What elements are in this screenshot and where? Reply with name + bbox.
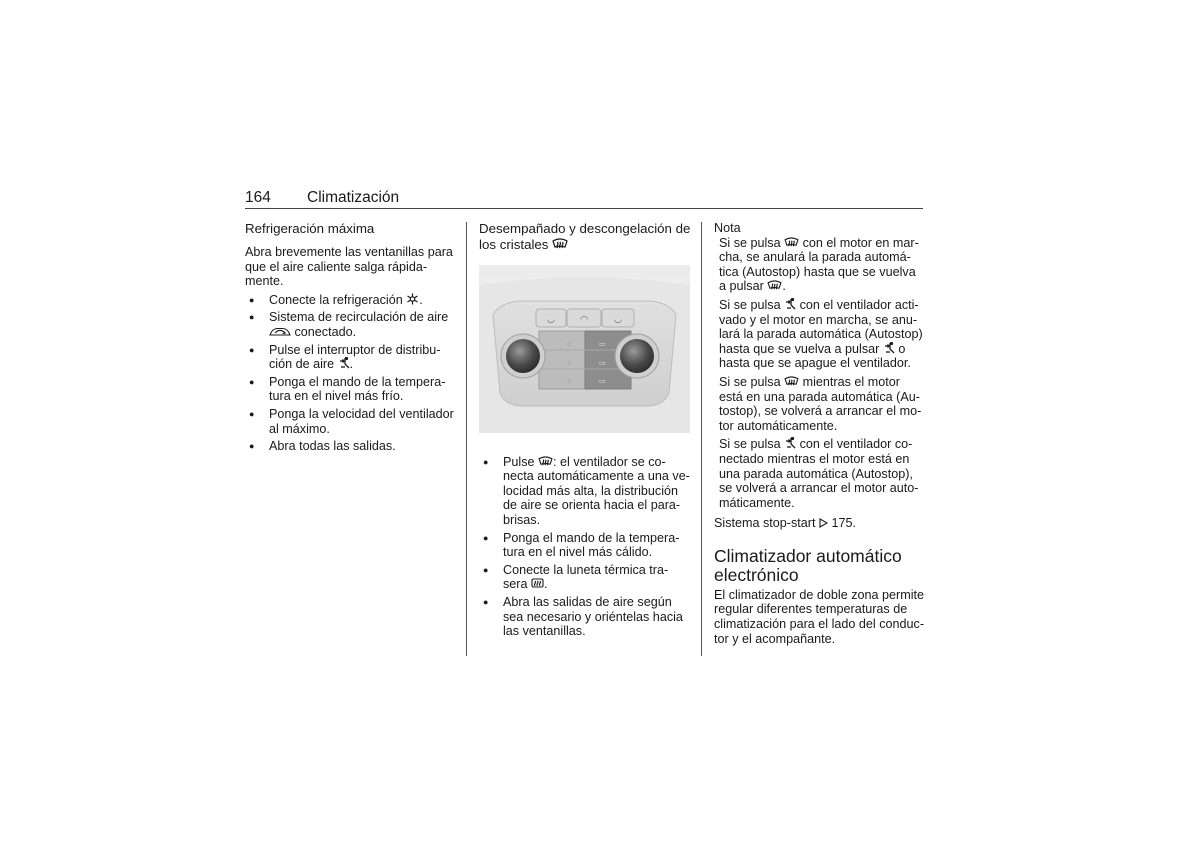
- section-heading-max-cooling: Refrigeración máxima: [245, 221, 375, 236]
- windscreen-defrost-icon: [784, 237, 799, 248]
- column-3: [714, 221, 926, 646]
- air-distribution-icon: [784, 298, 796, 310]
- page-title: Climatización: [307, 189, 400, 206]
- section-heading-auto-climate: Climatizador automático electrónico: [714, 545, 902, 585]
- list-item: ● Abra todas las salidas.: [245, 439, 457, 454]
- air-distribution-icon: [784, 437, 796, 449]
- windscreen-defrost-icon: [767, 280, 782, 291]
- column-1: [245, 221, 457, 454]
- svg-text:◌: ◌: [567, 360, 572, 367]
- page-number: 164: [245, 189, 271, 206]
- cross-reference: Sistema stop-start 175.: [714, 516, 856, 531]
- list-item: ● Sistema de recirculación de aire conectado.: [245, 310, 457, 339]
- note-body: [714, 236, 926, 511]
- note-title: Nota: [714, 221, 741, 235]
- page-header: [245, 189, 923, 209]
- list-item: ● Conecte la refrigeración .: [245, 293, 457, 308]
- air-distribution-icon: [338, 357, 350, 369]
- note-paragraph: Si se pulsa con el ventilador co-nectado mientras el motor está en una parada automática (Autostop), se volverá a arrancar el motor auto-máticamente.: [719, 437, 919, 510]
- list-item: ● Conecte la luneta térmica tra-sera .: [479, 563, 691, 592]
- svg-text:▭: ▭: [599, 341, 606, 348]
- column-divider-1: [466, 222, 467, 656]
- column-divider-2: [701, 222, 702, 656]
- svg-text:◌: ◌: [567, 378, 572, 385]
- list-item: ● Pulse : el ventilador se co-necta automáticamente a una ve-locidad más alta, la distribución de aire se orienta hacia el para-brisas.: [479, 455, 691, 528]
- rear-window-heating-icon: [531, 578, 544, 589]
- section-paragraph: El climatizador de doble zona permite regular diferentes temperaturas de climatización para el lado del conduc-tor y el acompañante.: [714, 587, 925, 646]
- air-recirculation-icon: [269, 326, 291, 337]
- list-item: ● Abra las salidas de aire según sea necesario y oriéntelas hacia las ventanillas.: [479, 595, 691, 639]
- svg-text:◌: ◌: [567, 341, 572, 348]
- snowflake-icon: [406, 293, 419, 305]
- svg-text:▭: ▭: [599, 360, 606, 367]
- note-paragraph: Si se pulsa con el motor en mar-cha, se anulará la parada automá-tica (Autostop) hasta que se vuelva a pulsar .: [719, 235, 919, 294]
- air-distribution-icon: [883, 342, 895, 354]
- column-2: [479, 221, 691, 639]
- svg-text:▭: ▭: [599, 378, 606, 385]
- intro-paragraph: Abra brevemente las ventanillas para que el aire caliente salga rápida-mente.: [245, 245, 453, 289]
- windscreen-defrost-icon: [784, 376, 799, 387]
- svg-text:◡: ◡: [614, 314, 622, 324]
- page-reference-arrow-icon: [819, 518, 828, 528]
- defrost-steps-list: [479, 455, 691, 639]
- svg-text:◡: ◡: [547, 314, 555, 324]
- windscreen-defrost-icon: [552, 238, 568, 250]
- section-heading-defrost: Desempañado y descongelación de los cristales: [479, 221, 691, 252]
- list-item: ● Ponga el mando de la tempera-tura en el nivel más frío.: [245, 375, 457, 404]
- list-item: ● Ponga el mando de la tempera-tura en el nivel más cálido.: [479, 531, 691, 560]
- header-divider: [245, 208, 923, 209]
- windscreen-defrost-icon: [538, 456, 553, 467]
- list-item: ● Pulse el interruptor de distribu-ción de aire .: [245, 343, 457, 372]
- cooling-steps-list: [245, 293, 457, 454]
- climate-control-panel-image: [479, 265, 690, 433]
- note-paragraph: Si se pulsa con el ventilador acti-vado y el motor en marcha, se anu-lará la parada automática (Autostop) hasta que se vuelva a pulsar o hasta que se apague el ventilador.: [719, 297, 923, 371]
- list-item: ● Ponga la velocidad del ventilador al máximo.: [245, 407, 457, 436]
- svg-text:◠: ◠: [580, 314, 588, 324]
- note-paragraph: Si se pulsa mientras el motor está en una parada automática (Au-tostop), se volverá a arrancar el mo-tor automáticamente.: [719, 374, 922, 433]
